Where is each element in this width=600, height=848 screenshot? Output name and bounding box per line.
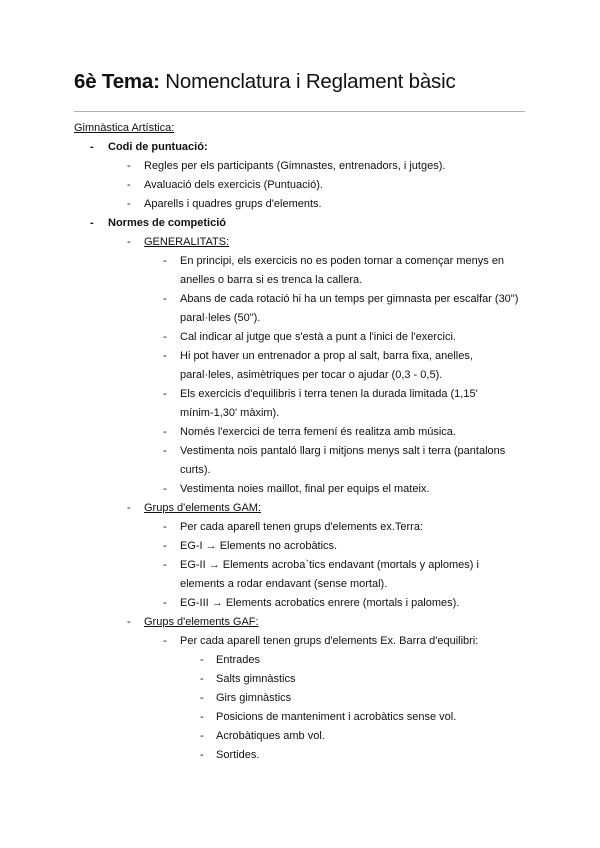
- list-item: - Acrobàtiques amb vol.: [200, 730, 325, 742]
- list-item: - Posicions de manteniment i acrobàtics sense vol.: [200, 711, 457, 723]
- list-item-normes: - Normes de competició: [90, 217, 226, 229]
- title-divider: [74, 111, 525, 112]
- list-item: - Per cada aparell tenen grups d'elements Ex. Barra d'equilibri:: [163, 635, 479, 647]
- list-item: - Avaluació dels exercicis (Puntuació).: [127, 179, 323, 191]
- list-item-codi: - Codi de puntuació:: [90, 141, 208, 153]
- section-heading-artistica: Gimnàstica Artística:: [74, 122, 175, 134]
- list-item: - Girs gimnàstics: [200, 692, 292, 704]
- list-item: - Salts gimnàstics: [200, 673, 296, 685]
- list-item: - Cal indicar al jutge que s'està a punt a l'inici de l'exercici.: [163, 331, 456, 343]
- subheading-gam: - Grups d'elements GAM:: [127, 502, 262, 514]
- document-body: [0, 119, 600, 765]
- title-text: Nomenclatura i Reglament bàsic: [165, 70, 456, 93]
- subheading-generalitats: - GENERALITATS:: [127, 236, 230, 248]
- list-item: - Els exercicis d'equilibris i terra tenen la durada limitada (1,15' mínim-1,30' màxim).: [163, 388, 478, 419]
- subheading-gaf: - Grups d'elements GAF:: [127, 616, 259, 628]
- list-item: - EG-III → Elements acrobatics enrere (mortals i palomes).: [163, 597, 460, 609]
- list-item: - En principi, els exercicis no es poden tornar a començar menys en anelles o barra si es trenca la callera.: [163, 255, 505, 286]
- list-item: - Per cada aparell tenen grups d'elements ex.Terra:: [163, 521, 424, 533]
- list-item: - Abans de cada rotació hi ha un temps per gimnasta per escalfar (30") paral·leles (50").: [163, 293, 519, 324]
- list-item: - Vestimenta nois pantaló llarg i mitjons menys salt i terra (pantalons curts).: [163, 445, 506, 476]
- list-item: - Sortides.: [200, 749, 260, 761]
- title-prefix: 6è Tema:: [74, 70, 160, 93]
- list-item: - Vestimenta noies maillot, final per equips el mateix.: [163, 483, 430, 495]
- list-item: - Entrades: [200, 654, 261, 666]
- list-item: - EG-I → Elements no acrobàtics.: [163, 540, 338, 552]
- list-item: - EG-II → Elements acroba`tics endavant (mortals y aplomes) i elements a rodar endavant (sense mortal).: [163, 559, 479, 590]
- list-item: - Només l'exercici de terra femení és realitza amb música.: [163, 426, 456, 438]
- list-item: - Regles per els participants (Gimnastes, entrenadors, i jutges).: [127, 160, 446, 172]
- list-item: - Hi pot haver un entrenador a prop al salt, barra fixa, anelles, paral·leles, asimètriques per tocar o ajudar (0,3 - 0,5).: [163, 350, 473, 381]
- list-item: - Aparells i quadres grups d'elements.: [127, 198, 322, 210]
- page-title: [74, 70, 456, 94]
